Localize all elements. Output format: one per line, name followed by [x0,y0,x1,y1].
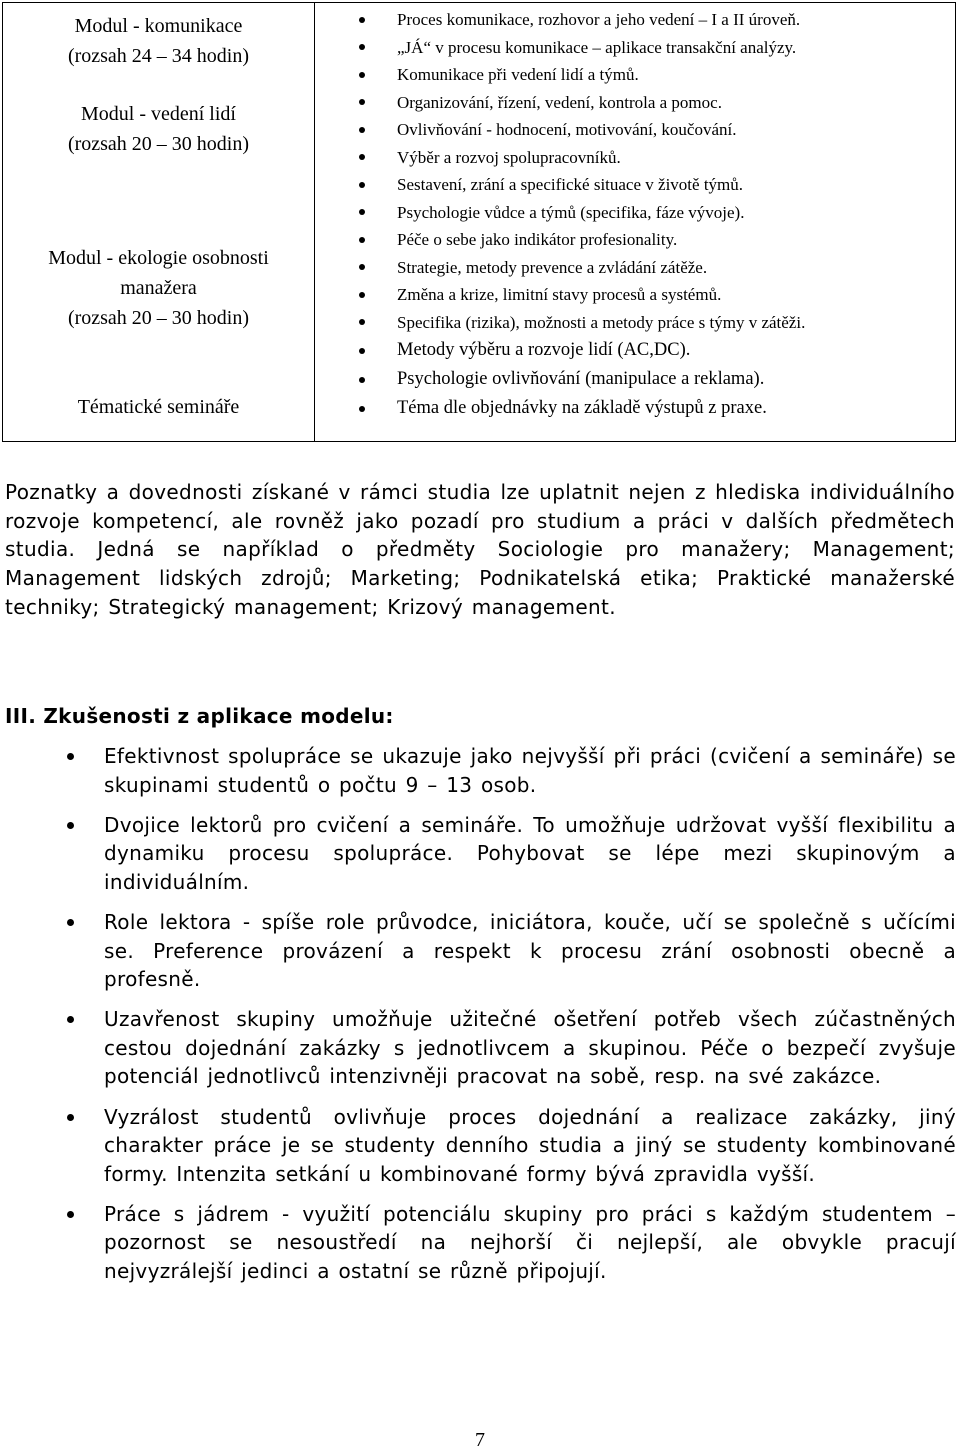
topic-item: Proces komunikace, rozhovor a jeho vedení – I a II úroveň. [315,6,955,34]
experience-item: Efektivnost spolupráce se ukazuje jako nejvyšší při práci (cvičení a semináře) se skupinami studentů o počtu 9 – 13 osob. [0,742,956,799]
module-thematic-seminars [3,392,314,422]
experience-list [0,742,956,1286]
experience-item: Dvojice lektorů pro cvičení a semináře. To umožňuje udržovat vyšší flexibilitu a dynamiku procesu spolupráce. Pohybovat se lépe mezi skupinovým a individuálním. [0,811,956,897]
module-range: (rozsah 20 – 30 hodin) [67,307,250,329]
module-name: Modul - komunikace [74,15,243,37]
experience-item: Vyzrálost studentů ovlivňuje proces dojednání a realizace zakázky, jiný charakter práce je se studenty denního studia a jiný se studenty kombinované formy. Intenzita setkání u kombinované formy bývá zpravidla vyšší. [0,1103,956,1189]
page-number: 7 [475,1429,485,1451]
module-leadership [3,99,314,159]
topic-item: Téma dle objednávky na základě výstupů z praxe. [315,394,955,423]
module-names-column [3,3,315,442]
topic-item: Metody výběru a rozvoje lidí (AC,DC). [315,336,955,365]
topic-item: Strategie, metody prevence a zvládání zátěže. [315,254,955,282]
module-topics-column [315,3,956,442]
topic-item: Specifika (rizika), možnosti a metody práce s týmy v zátěži. [315,309,955,337]
module-name: Modul - ekologie osobnosti [48,247,269,269]
experience-item: Role lektora - spíše role průvodce, iniciátora, kouče, učí se společně s učícími se. Preference provázení a respekt k procesu zrání osobnosti obecně a profesně. [0,908,956,994]
topics-list [315,6,955,423]
topic-item: Změna a krize, limitní stavy procesů a systémů. [315,281,955,309]
module-personality-ecology [3,243,314,333]
topic-item: Psychologie ovlivňování (manipulace a reklama). [315,365,955,394]
section-heading: III. Zkušenosti z aplikace modelu: [5,704,394,728]
topic-item: Komunikace při vedení lidí a týmů. [315,61,955,89]
module-range: (rozsah 24 – 34 hodin) [67,45,250,67]
topic-item: Péče o sebe jako indikátor profesionality. [315,226,955,254]
module-communication [3,11,314,71]
body-paragraph: Poznatky a dovednosti získané v rámci studia lze uplatnit nejen z hlediska individuálního rozvoje kompetencí, ale rovněž jako pozadí pro studium a práci v dalších předmětech studia. Jedná se například o předměty Sociologie pro manažery; Management; Management lidských zdrojů; Marketing; Podnikatelská etika; Praktické manažerské techniky; Strategický management; Krizový management. [5,480,955,619]
experience-item: Práce s jádrem - využití potenciálu skupiny pro práci s každým studentem – pozornost se nesoustředí na nejhorší či nejlepší, ale obvykle pracují nejvyzrálejší jedinci a ostatní se různě připojují. [0,1200,956,1286]
modules-table [2,2,956,442]
topic-item: Ovlivňování - hodnocení, motivování, koučování. [315,116,955,144]
topic-item: Sestavení, zrání a specifické situace v životě týmů. [315,171,955,199]
experience-item: Uzavřenost skupiny umožňuje užitečné ošetření potřeb všech zúčastněných cestou dojednání zakázky s jednotlivcem a skupinou. Péče o bezpečí zvyšuje potenciál jednotlivců intenzivněji pracovat na sobě, resp. na své zakázce. [0,1005,956,1091]
topic-item: Organizování, řízení, vedení, kontrola a pomoc. [315,89,955,117]
module-range: (rozsah 20 – 30 hodin) [67,133,250,155]
module-name-continued: manažera [120,277,197,299]
topic-item: „JÁ“ v procesu komunikace – aplikace transakční analýzy. [315,34,955,62]
topic-item: Psychologie vůdce a týmů (specifika, fáze vývoje). [315,199,955,227]
module-name: Modul - vedení lidí [81,103,236,125]
module-name: Tématické semináře [77,396,240,418]
topic-item: Výběr a rozvoj spolupracovníků. [315,144,955,172]
